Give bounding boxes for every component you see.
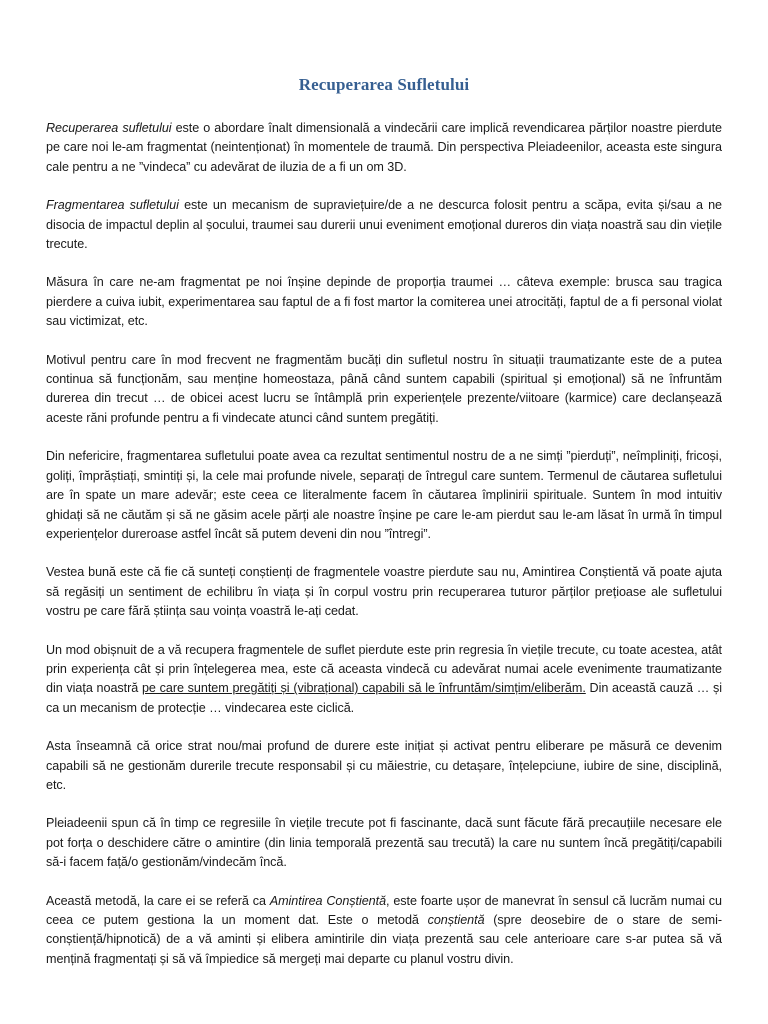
paragraph-text: Din această cauză … și ca un mecanism de protecție … vindecarea este ciclică. [46,681,722,715]
emphasis-text: Fragmentarea sufletului [46,198,179,213]
paragraph-text: este o abordare înalt dimensională a vindecării care implică revendicarea părților noastre pierdute pe care noi le-am fragmentat (neintenționat) în momentele de traumă. Din perspectiva Pleiadeenilor, aceasta este singura cale pentru a ne ”vindeca” cu adevărat de iluzia de a fi un om 3D. [46,121,722,174]
paragraph-text: este un mecanism de supraviețuire/de a ne descurca folosit pentru a scăpa, evita și/sau a ne disocia de impactul deplin al șocului, traumei sau durerii unui eveniment emoțional dureros din viața noastră sau din viețile trecute. [46,198,722,252]
paragraph-text: , este foarte ușor de manevrat în sensul că lucrăm numai cu ceea ce putem gestiona la un moment dat. Este o metodă [46,893,722,927]
paragraph-10 [46,892,722,970]
paragraph-8: Asta înseamnă că orice strat nou/mai profund de durere este inițiat și activat pentru eliberare pe măsură ce devenim capabili să ne gestionăm durerile trecute responsabil și cu măiestrie, cu detașare, înțelepciune, iubire de sine, disciplină, etc. [46,739,722,792]
paragraph-2 [46,196,722,254]
paragraph-6: Vestea bună este că fie că sunteți conștienți de fragmentele voastre pierdute sau nu, Amintirea Conștientă vă poate ajuta să regăsiți un sentiment de echilibru în viața și în corpul vostru prin recuperarea tuturor părților prețioase ale sufletului vostru pe care fără știința sau voința voastră le-ați cedat. [46,565,722,619]
paragraph-3: Măsura în care ne-am fragmentat pe noi înșine depinde de proporția traumei … câteva exemple: brusca sau tragica pierdere a cuiva iubit, experimentarea sau faptul de a fi fost martor la comiterea unei atrocități, faptul de a fi personal violat sau victimizat, etc. [46,275,722,329]
emphasis-text: conștientă [427,913,485,927]
emphasis-text: Amintirea Conștientă [269,893,387,908]
paragraph-1 [46,119,722,177]
paragraph-7 [46,641,722,719]
paragraph-text: Această metodă, la care ei se referă ca [46,893,270,908]
underlined-text: pe care suntem pregătiți și (vibrațional) capabili să le înfruntăm/simțim/eliberăm. [141,681,586,696]
document-title: Recuperarea Sufletului [298,75,470,94]
emphasis-text: Recuperarea sufletului [46,121,172,135]
paragraph-text: (spre deosebire de o stare de semi-conștiență/hipnotică) de a vă aminti și elibera amintirile din viața prezentă sau cele anterioare care s-ar putea să vă mențină fragmentați și să vă împiedice să mergeți mai departe cu planul vostru divin. [46,913,723,966]
paragraph-4: Motivul pentru care în mod frecvent ne fragmentăm bucăți din sufletul nostru în situații traumatizante este de a putea continua să funcționăm, sau menține homeostaza, până când suntem capabili (spiritual și emoțional) să ne înfruntăm durerea din trecut … de obicei acest lucru se întâmplă prin experiențele prezente/viitoare (karmice) care declanșează aceste răni profunde pentru a fi vindecate atunci când suntem pregătiți. [46,352,722,425]
paragraph-text: Un mod obișnuit de a vă recupera fragmentele de suflet pierdute este prin regresia în viețile trecute, cu toate acestea, atât prin experiența cât și prin înțelegerea mea, este că aceasta vindecă cu adevărat numai acele evenimente traumatizante din viața noastră [46,642,722,696]
paragraph-5: Din nefericire, fragmentarea sufletului poate avea ca rezultat sentimentul nostru de a ne simți ”pierduți”, neîmpliniți, fricoși, goliți, împrăștiați, smintiți și, la cele mai profunde nivele, separați de întregul care suntem. Termenul de căutarea sufletului are în spate un mare adevăr; este ceea ce literalmente facem în căutarea împlinirii spirituale. Suntem în mod intuitiv ghidați să ne căutăm și să ne găsim acele părți ale noastre înșine pe care le-am pierdut sau le-am lăsat în urmă în timpul experiențelor dureroase astfel încât să putem deveni din nou ”întregi”. [46,449,722,541]
paragraph-9: Pleiadeenii spun că în timp ce regresiile în viețile trecute pot fi fascinante, dacă sunt făcute fără precauțiile necesare ele pot forța o deschidere către o amintire (din linia temporală prezentă sau trecută) la care nu suntem încă pregătiți/capabili să-i facem față/o gestionăm/vindecăm încă. [46,816,722,870]
